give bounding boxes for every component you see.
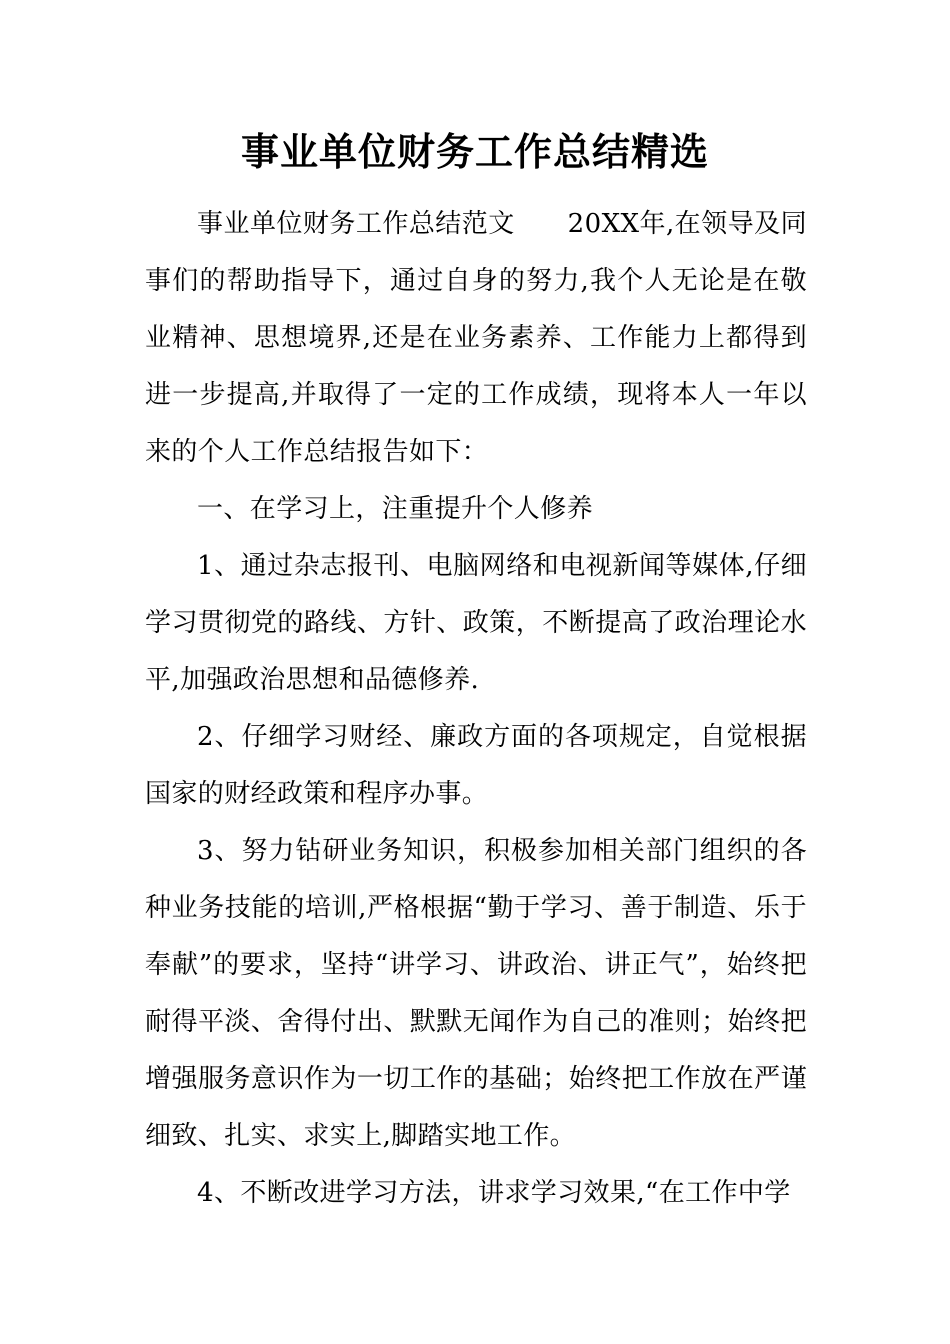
paragraph-item-1: 1、通过杂志报刊、电脑网络和电视新闻等媒体,仔细学习贯彻党的路线、方针、政策，不断提高了政治理论水平,加强政治思想和品德修养. bbox=[145, 551, 807, 695]
section-heading-1: 一、在学习上，注重提升个人修养 bbox=[197, 494, 594, 524]
document-body bbox=[145, 196, 807, 1222]
paragraph-item-3: 3、努力钻研业务知识，积极参加相关部门组织的各种业务技能的培训,严格根据“勤于学习、善于制造、乐于奉献”的要求，坚持“讲学习、讲政治、讲正气”，始终把耐得平淡、舍得付出、默默无闻作为自己的准则；始终把增强服务意识作为一切工作的基础；始终把工作放在严谨细致、扎实、求实上,脚踏实地工作。 bbox=[145, 836, 807, 1151]
paragraph-item-2: 2、仔细学习财经、廉政方面的各项规定，自觉根据国家的财经政策和程序办事。 bbox=[145, 722, 807, 809]
document-title: 事业单位财务工作总结精选 bbox=[240, 129, 709, 174]
paragraph-intro: 事业单位财务工作总结范文 20XX年,在领导及同事们的帮助指导下，通过自身的努力,我个人无论是在敬业精神、思想境界,还是在业务素养、工作能力上都得到进一步提高,并取得了一定的工作成绩，现将本人一年以来的个人工作总结报告如下： bbox=[145, 209, 807, 467]
paragraph-item-4: 4、不断改进学习方法，讲求学习效果,“在工作中学 bbox=[197, 1178, 791, 1208]
